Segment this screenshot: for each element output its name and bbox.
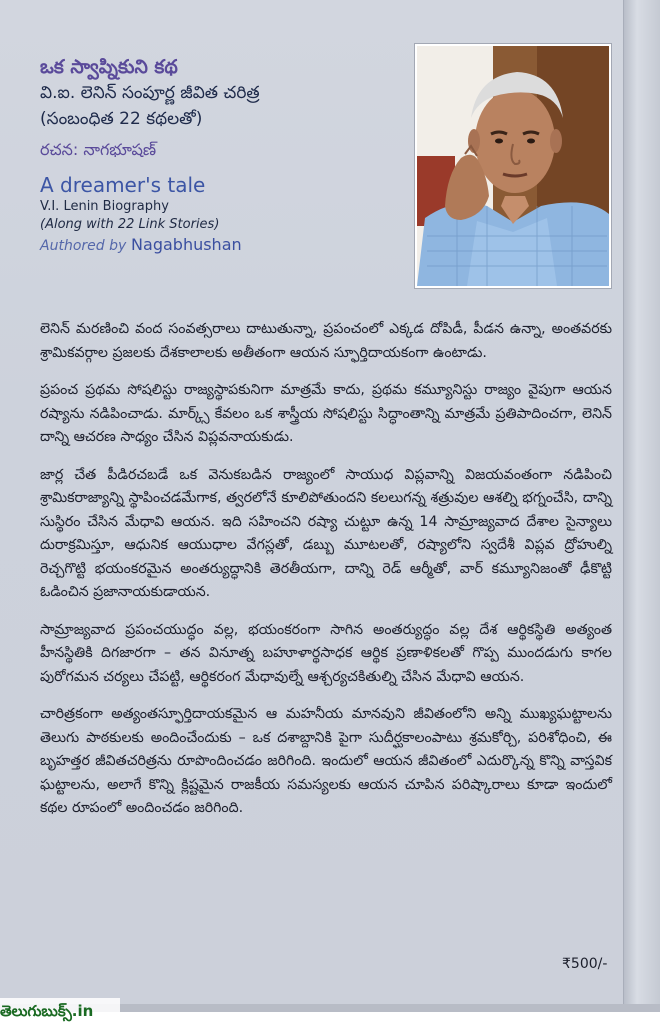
blurb-paragraph: ప్రపంచ ప్రథమ సోషలిస్టు రాజ్యస్థాపకునిగా మాత్రమే కాదు, ప్రథమ కమ్యూనిస్టు రాజ్యం వైపుగా ఆయన రష్యాను నడిపించాడు. మార్క్స్ కేవలం ఒక శాస్త్రీయ సోషలిస్టు సిద్ధాంతాన్ని మాత్రమే ప్రతిపాదించగా, లెనిన్ దాన్ని ఆచరణ సాధ్యం చేసిన విప్లవనాయకుడు. (40, 382, 612, 445)
english-title: A dreamer's tale (40, 173, 206, 197)
blurb-paragraph: చారిత్రకంగా అత్యంతస్ఫూర్తిదాయకమైన ఆ మహనీయ మానవుని జీవితంలోని అన్ని ముఖ్యఘట్టాలను తెలుగు పాఠకులకు అందించేందుకు – ఒక దశాబ్దానికి పైగా సుదీర్ఘకాలంపాటు శ్రమకోర్చి, పరిశోధించి, ఈ బృహత్తర జీవితచరిత్రను రూపొందించడం జరిగింది. ఇందులో ఆయన జీవితంలో ఎదుర్కొన్న కొన్ని వాస్తవిక ఘట్టాలను, అలాగే కొన్ని క్లిష్టమైన రాజకీయ సమస్యలకు ఆయన చూపిన పరిష్కారాలు కూడా ఇందులో కథల రూపంలో అందించడం జరిగింది. (40, 706, 612, 816)
price-label: ₹500/- (562, 956, 608, 972)
blurb-paragraph: లెనిన్ మరణించి వంద సంవత్సరాలు దాటుతున్నా, ప్రపంచంలో ఎక్కడ దోపిడీ, పీడన ఉన్నా, అంతవరకు శ్రామికవర్గాల ప్రజలకు దేశకాలాలకు అతీతంగా ఆయన స్ఫూర్తిదాయకంగా ఉంటాడు. (40, 321, 612, 361)
author-name: Nagabhushan (131, 235, 242, 254)
author-photo (415, 44, 611, 288)
title-block (40, 54, 410, 257)
author-prefix: Authored by (40, 238, 127, 254)
telugu-author: రచన: నాగభూషణ్ (40, 140, 157, 159)
english-stories-note: (Along with 22 Link Stories) (40, 217, 220, 232)
telugu-stories-note: (సంబంధిత 22 కథలతో) (40, 109, 203, 129)
english-author (40, 234, 410, 257)
blurb-paragraph: జార్ల చేత పీడిరచబడే ఒక వెనుకబడిన రాజ్యంలో సాయుధ విప్లవాన్ని విజయవంతంగా నడిపించి శ్రామికరాజ్యాన్ని స్థాపించడమేగాక, త్వరలోనే కూలిపోతుందని కలలుగన్న శత్రువుల ఆశల్ని భగ్నంచేసి, దాన్ని సుస్థిరం చేసిన మేధావి ఆయన. ఇది సహించని రష్యా చుట్టూ ఉన్న 14 సామ్రాజ్యవాద దేశాల సైన్యాలు దురాక్రమిస్తూ, ఆధునిక ఆయుధాల వేగస్లతో, డబ్బు మూటలతో, రష్యాలోని స్వదేశీ విప్లవ ద్రోహుల్ని రెచ్చగొట్టి భయంకరమైన అంతర్యుద్ధానికి తెరతీయగా, దాన్ని రెడ్ ఆర్మీతో, వార్ కమ్యూనిజంతో ఢీకొట్టి ఓడించిన ప్రజానాయకుడాయన. (40, 466, 612, 600)
telugu-title: ఒక స్వాప్నికుని కథ (40, 56, 178, 78)
author-portrait-image (417, 46, 609, 286)
book-spine (623, 0, 660, 1012)
telugu-subtitle: వి.ఐ. లెనిన్ సంపూర్ణ జీవిత చరిత్ర (40, 83, 260, 103)
site-watermark: తెలుగుబుక్స్.in (0, 998, 120, 1024)
english-subtitle: V.I. Lenin Biography (40, 199, 169, 214)
blurb-paragraph: సామ్రాజ్యవాద ప్రపంచయుద్ధం వల్ల, భయంకరంగా సాగిన అంతర్యుద్ధం వల్ల దేశ ఆర్థికస్థితి అత్యంత హీనస్థితికి దిగజారగా – తన వినూత్న బహూళార్థసాధక ఆర్థిక ప్రణాళికలతో గొప్ప ముందడుగు కాగల పురోగమన చర్యలు చేపట్టి, ఆర్థికరంగ మేధావుల్నే ఆశ్చర్యచకితుల్ని చేసిన మేధావి ఆయన. (40, 621, 612, 685)
blurb (40, 318, 612, 835)
